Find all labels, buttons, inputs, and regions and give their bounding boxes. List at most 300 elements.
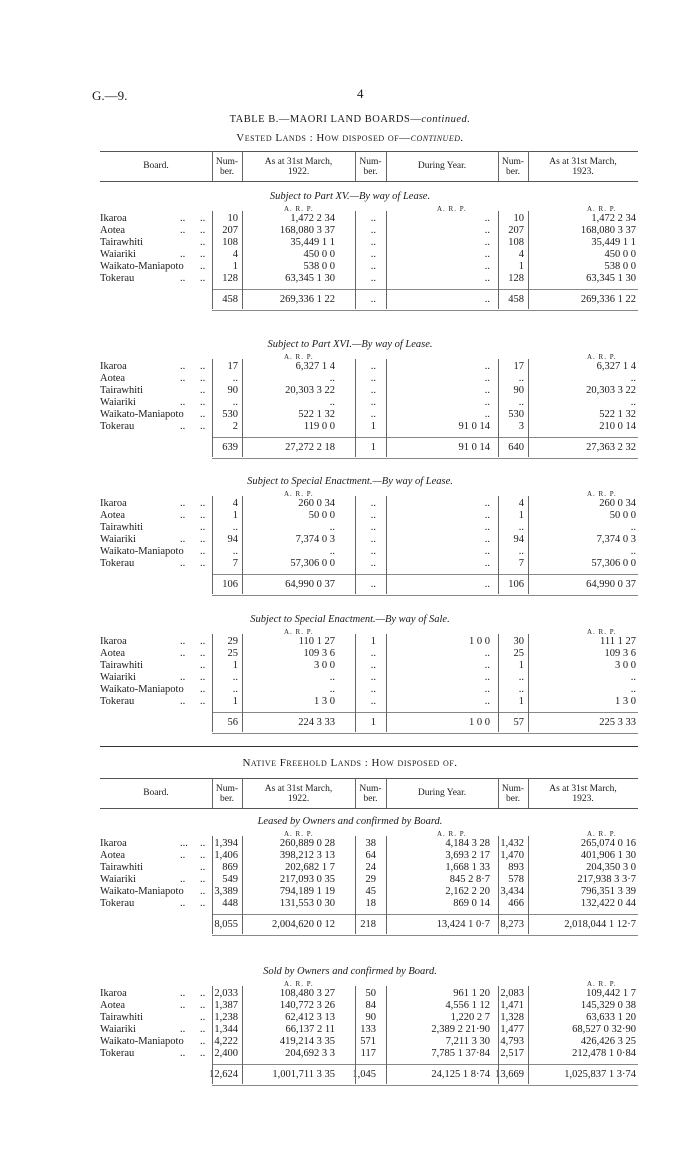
table-row xyxy=(0,225,700,237)
total-n2: 1 xyxy=(370,442,376,453)
total-n3: 13,669 xyxy=(495,1069,524,1080)
cell-n2: .. xyxy=(370,261,376,272)
cell-a2: 845 2 8·7 xyxy=(449,874,490,885)
cell-a1: 1,472 2 34 xyxy=(290,213,335,224)
cell-n2: 84 xyxy=(365,1000,376,1011)
cell-a3: .. xyxy=(630,684,636,695)
leader-dots: .. xyxy=(200,385,206,396)
cell-a2: .. xyxy=(484,397,490,408)
leader-dots: .. xyxy=(200,498,206,509)
cell-n3: 1 xyxy=(518,261,524,272)
header-number-2: Num- ber. xyxy=(359,157,382,177)
cell-n3: 1,328 xyxy=(500,1012,524,1023)
column-rule xyxy=(498,836,499,934)
leader-dots: .. xyxy=(180,558,186,569)
total-a3: 27,363 2 32 xyxy=(586,442,636,453)
total-n1: 12,624 xyxy=(209,1069,238,1080)
board-name: Tairawhiti xyxy=(100,522,143,533)
cell-a1: .. xyxy=(329,522,335,533)
board-name: Tokerau xyxy=(100,421,135,432)
leader-dots: .. xyxy=(180,373,186,384)
table-row xyxy=(0,249,700,261)
total-rule xyxy=(212,437,638,438)
header-column-rule xyxy=(242,778,243,808)
cell-n3: 530 xyxy=(508,409,524,420)
header-bottom-rule xyxy=(100,808,638,809)
cell-n3: 1 xyxy=(518,660,524,671)
column-rule xyxy=(498,211,499,309)
cell-n1: 90 xyxy=(227,385,238,396)
board-name: Tairawhiti xyxy=(100,385,143,396)
total-n2: .. xyxy=(370,579,376,590)
leader-dots: .. xyxy=(200,546,206,557)
rbp-label-start: A. R. P. xyxy=(284,205,314,213)
cell-n2: .. xyxy=(370,672,376,683)
leader-dots: .. xyxy=(200,397,206,408)
cell-a3: 132,422 0 44 xyxy=(580,898,636,909)
cell-n3: 10 xyxy=(513,213,524,224)
leader-dots: .. xyxy=(200,1012,206,1023)
column-rule xyxy=(242,211,243,309)
column-rule xyxy=(528,211,529,309)
board-name: Waikato-Maniapoto xyxy=(100,546,184,557)
cell-a3: 796,351 3 39 xyxy=(580,886,636,897)
board-name: Tairawhiti xyxy=(100,660,143,671)
total-a3: 2,018,044 1 12·7 xyxy=(564,919,636,930)
cell-n3: 3,434 xyxy=(500,886,524,897)
cell-a2: .. xyxy=(484,261,490,272)
table-row xyxy=(0,898,700,910)
cell-n3: 3 xyxy=(518,421,524,432)
cell-n1: 1,406 xyxy=(214,850,238,861)
cell-a2: .. xyxy=(484,225,490,236)
cell-n3: 1,432 xyxy=(500,838,524,849)
table-row xyxy=(0,684,700,696)
cell-n1: 1,394 xyxy=(214,838,238,849)
leader-dots: ... xyxy=(180,838,188,849)
cell-a1: 217,093 0 35 xyxy=(279,874,335,885)
cell-n1: 1 xyxy=(232,261,238,272)
column-rule xyxy=(242,986,243,1084)
cell-a1: 522 1 32 xyxy=(298,409,335,420)
cell-n1: 94 xyxy=(227,534,238,545)
cell-a2: 1,220 2 7 xyxy=(450,1012,490,1023)
table-row xyxy=(0,498,700,510)
leader-dots: .. xyxy=(200,636,206,647)
leader-dots: .. xyxy=(180,273,186,284)
total-a2: 91 0 14 xyxy=(458,442,490,453)
column-rule xyxy=(355,986,356,1084)
table-row xyxy=(0,988,700,1000)
cell-a1: 119 0 0 xyxy=(303,421,335,432)
table-row xyxy=(0,696,700,708)
leader-dots: .. xyxy=(180,1048,186,1059)
cell-n2: .. xyxy=(370,237,376,248)
total-n1: 458 xyxy=(222,294,238,305)
cell-a1: 168,080 3 37 xyxy=(279,225,335,236)
table-row xyxy=(0,838,700,850)
rbp-label-end: A. R. P. xyxy=(587,205,617,213)
cell-a1: 398,212 3 13 xyxy=(279,850,335,861)
rbp-label-end: A. R. P. xyxy=(587,353,617,361)
board-name: Waiariki xyxy=(100,249,136,260)
cell-n3: .. xyxy=(518,684,524,695)
board-name: Waikato-Maniapoto xyxy=(100,261,184,272)
board-name: Ikaroa xyxy=(100,988,127,999)
rbp-label-start: A. R. P. xyxy=(284,628,314,636)
table-row xyxy=(0,660,700,672)
cell-a3: .. xyxy=(630,522,636,533)
board-name: Ikaroa xyxy=(100,838,127,849)
column-rule xyxy=(386,496,387,594)
cell-n3: 207 xyxy=(508,225,524,236)
total-rule xyxy=(212,712,638,713)
column-rule xyxy=(212,496,213,594)
cell-a3: 145,329 0 38 xyxy=(580,1000,636,1011)
header-start: As at 31st March, 1922. xyxy=(264,784,333,804)
leader-dots: .. xyxy=(180,249,186,260)
column-rule xyxy=(242,359,243,457)
leader-dots: .. xyxy=(200,684,206,695)
cell-n3: 128 xyxy=(508,273,524,284)
cell-a3: 109 3 6 xyxy=(604,648,636,659)
leader-dots: .. xyxy=(180,1024,186,1035)
table-row xyxy=(0,421,700,433)
cell-a3: 50 0 0 xyxy=(609,510,636,521)
cell-n1: .. xyxy=(232,397,238,408)
table-row xyxy=(0,636,700,648)
leader-dots: .. xyxy=(200,1048,206,1059)
cell-a1: 140,772 3 26 xyxy=(279,1000,335,1011)
section-divider xyxy=(100,746,638,747)
rbp-label-end: A. R. P. xyxy=(587,980,617,988)
cell-n2: 1 xyxy=(370,636,376,647)
table-row xyxy=(0,1000,700,1012)
board-name: Aotea xyxy=(100,225,126,236)
rbp-label-start: A. R. P. xyxy=(284,353,314,361)
vested-caption-main: Vested Lands : How disposed of— xyxy=(236,132,411,144)
cell-n3: 4 xyxy=(518,249,524,260)
rbp-label-start: A. R. P. xyxy=(284,830,314,838)
rbp-label-end: A. R. P. xyxy=(587,628,617,636)
header-column-rule xyxy=(386,151,387,181)
header-column-rule xyxy=(528,778,529,808)
header-column-rule xyxy=(498,778,499,808)
column-rule xyxy=(528,986,529,1084)
cell-n1: 530 xyxy=(222,409,238,420)
cell-a3: .. xyxy=(630,373,636,384)
header-column-rule xyxy=(355,778,356,808)
table-row xyxy=(0,397,700,409)
cell-n1: 4 xyxy=(232,249,238,260)
board-name: Waikato-Maniapoto xyxy=(100,1036,184,1047)
board-name: Tokerau xyxy=(100,696,135,707)
cell-a2: 1,668 1 33 xyxy=(445,862,490,873)
cell-n3: 25 xyxy=(513,648,524,659)
cell-n2: .. xyxy=(370,225,376,236)
cell-n1: 1 xyxy=(232,660,238,671)
cell-n2: .. xyxy=(370,385,376,396)
section-title: Subject to Special Enactment.—By way of Lease. xyxy=(247,476,453,487)
leader-dots: .. xyxy=(200,361,206,372)
cell-a3: 450 0 0 xyxy=(604,249,636,260)
column-rule xyxy=(386,359,387,457)
leader-dots: .. xyxy=(180,225,186,236)
cell-n2: .. xyxy=(370,213,376,224)
cell-a3: 35,449 1 1 xyxy=(591,237,636,248)
section-bottom-rule xyxy=(212,310,638,311)
cell-a2: .. xyxy=(484,534,490,545)
cell-a2: .. xyxy=(484,696,490,707)
leader-dots: .. xyxy=(180,213,186,224)
cell-n1: 4,222 xyxy=(214,1036,238,1047)
cell-n1: .. xyxy=(232,684,238,695)
board-name: Tokerau xyxy=(100,273,135,284)
total-a2: 1 0 0 xyxy=(469,717,490,728)
column-rule xyxy=(528,634,529,732)
table-row xyxy=(0,361,700,373)
cell-a3: 68,527 0 32·90 xyxy=(572,1024,636,1035)
cell-n3: .. xyxy=(518,522,524,533)
cell-a3: .. xyxy=(630,672,636,683)
section-title: Leased by Owners and confirmed by Board. xyxy=(257,816,443,827)
table-title-cont: continued. xyxy=(421,114,471,125)
cell-n1: 448 xyxy=(222,898,238,909)
cell-n1: 2 xyxy=(232,421,238,432)
cell-a1: 7,374 0 3 xyxy=(295,534,335,545)
cell-a1: 419,214 3 35 xyxy=(279,1036,335,1047)
cell-n1: 1,387 xyxy=(214,1000,238,1011)
cell-a2: .. xyxy=(484,672,490,683)
total-n1: 56 xyxy=(227,717,238,728)
cell-n2: 38 xyxy=(365,838,376,849)
cell-n1: 2,033 xyxy=(214,988,238,999)
column-rule xyxy=(355,359,356,457)
cell-n2: .. xyxy=(370,373,376,384)
cell-a3: 20,303 3 22 xyxy=(586,385,636,396)
column-rule xyxy=(242,836,243,934)
total-a3: 225 3 33 xyxy=(599,717,636,728)
table-row xyxy=(0,1012,700,1024)
leader-dots: .. xyxy=(180,696,186,707)
cell-a1: 6,327 1 4 xyxy=(295,361,335,372)
cell-a2: 7,785 1 37·84 xyxy=(431,1048,490,1059)
header-board: Board. xyxy=(143,161,169,171)
cell-a1: 50 0 0 xyxy=(308,510,335,521)
leader-dots: .. xyxy=(180,1000,186,1011)
cell-n2: .. xyxy=(370,660,376,671)
cell-n1: 3,389 xyxy=(214,886,238,897)
cell-a2: .. xyxy=(484,237,490,248)
column-rule xyxy=(528,496,529,594)
vested-caption xyxy=(0,132,700,144)
cell-n2: 90 xyxy=(365,1012,376,1023)
total-n3: 458 xyxy=(508,294,524,305)
board-name: Tairawhiti xyxy=(100,862,143,873)
cell-a3: 7,374 0 3 xyxy=(596,534,636,545)
board-name: Aotea xyxy=(100,648,126,659)
table-row xyxy=(0,409,700,421)
cell-a2: 2,389 2 21·90 xyxy=(431,1024,490,1035)
cell-a3: 63,345 1 30 xyxy=(586,273,636,284)
cell-a1: 66,137 2 11 xyxy=(285,1024,335,1035)
total-row xyxy=(0,919,700,931)
cell-n1: 10 xyxy=(227,213,238,224)
leader-dots: .. xyxy=(200,874,206,885)
total-rule xyxy=(212,289,638,290)
header-during: During Year. xyxy=(417,161,467,171)
cell-a2: .. xyxy=(484,213,490,224)
board-name: Waiariki xyxy=(100,874,136,885)
leader-dots: .. xyxy=(180,397,186,408)
header-column-rule xyxy=(528,151,529,181)
cell-a2: 1 0 0 xyxy=(469,636,490,647)
header-column-rule xyxy=(498,151,499,181)
section-bottom-rule xyxy=(212,935,638,936)
table-row xyxy=(0,886,700,898)
cell-n3: .. xyxy=(518,373,524,384)
board-name: Aotea xyxy=(100,510,126,521)
cell-n2: 50 xyxy=(365,988,376,999)
cell-a1: .. xyxy=(329,684,335,695)
column-rule xyxy=(355,496,356,594)
cell-n3: 30 xyxy=(513,636,524,647)
cell-a2: 91 0 14 xyxy=(458,421,490,432)
board-name: Waiariki xyxy=(100,397,136,408)
cell-a1: .. xyxy=(329,672,335,683)
table-row xyxy=(0,874,700,886)
header-column-rule xyxy=(212,778,213,808)
section-title: Subject to Special Enactment.—By way of Sale. xyxy=(250,614,450,625)
cell-n3: 1 xyxy=(518,696,524,707)
column-rule xyxy=(355,836,356,934)
cell-n2: 571 xyxy=(360,1036,376,1047)
cell-n1: 869 xyxy=(222,862,238,873)
board-name: Ikaroa xyxy=(100,361,127,372)
cell-a1: 62,412 3 13 xyxy=(285,1012,335,1023)
cell-a1: .. xyxy=(329,546,335,557)
cell-a2: .. xyxy=(484,361,490,372)
board-name: Ikaroa xyxy=(100,213,127,224)
board-name: Tairawhiti xyxy=(100,1012,143,1023)
board-name: Aotea xyxy=(100,1000,126,1011)
cell-n3: 94 xyxy=(513,534,524,545)
header-board: Board. xyxy=(143,788,169,798)
board-name: Tairawhiti xyxy=(100,237,143,248)
table-row xyxy=(0,1048,700,1060)
cell-n1: .. xyxy=(232,522,238,533)
header-bottom-rule xyxy=(100,181,638,182)
section-bottom-rule xyxy=(212,595,638,596)
cell-n2: .. xyxy=(370,648,376,659)
column-rule xyxy=(386,986,387,1084)
cell-n3: 1 xyxy=(518,510,524,521)
cell-n2: 18 xyxy=(365,898,376,909)
table-row xyxy=(0,522,700,534)
cell-n1: 1 xyxy=(232,510,238,521)
table-row xyxy=(0,672,700,684)
cell-n1: 17 xyxy=(227,361,238,372)
total-a2: .. xyxy=(484,579,490,590)
rbp-label-end: A. R. P. xyxy=(587,490,617,498)
total-n2: 1,045 xyxy=(352,1069,376,1080)
cell-n2: .. xyxy=(370,558,376,569)
cell-n2: 45 xyxy=(365,886,376,897)
cell-n3: 1,470 xyxy=(500,850,524,861)
cell-a3: 168,080 3 37 xyxy=(580,225,636,236)
cell-n1: .. xyxy=(232,373,238,384)
cell-a1: 1 3 0 xyxy=(314,696,335,707)
cell-a3: .. xyxy=(630,397,636,408)
column-rule xyxy=(528,359,529,457)
total-n3: 8,273 xyxy=(500,919,524,930)
table-row xyxy=(0,510,700,522)
header-end: As at 31st March, 1923. xyxy=(549,784,617,804)
total-a2: .. xyxy=(484,294,490,305)
cell-a2: 3,693 2 17 xyxy=(445,850,490,861)
total-a1: 224 3 33 xyxy=(298,717,335,728)
cell-n3: .. xyxy=(518,546,524,557)
cell-a2: .. xyxy=(484,498,490,509)
cell-a2: .. xyxy=(484,249,490,260)
section-title: Sold by Owners and confirmed by Board. xyxy=(263,966,437,977)
cell-n1: 25 xyxy=(227,648,238,659)
header-top-rule xyxy=(100,151,638,152)
section-bottom-rule xyxy=(212,733,638,734)
leader-dots: .. xyxy=(200,225,206,236)
cell-n2: .. xyxy=(370,522,376,533)
total-rule xyxy=(212,914,638,915)
board-name: Ikaroa xyxy=(100,498,127,509)
total-a1: 64,990 0 37 xyxy=(285,579,335,590)
page-id: G.—9. xyxy=(92,88,128,103)
rbp-label-during: A. R. P. xyxy=(437,205,467,213)
cell-a1: 260 0 34 xyxy=(298,498,335,509)
total-row xyxy=(0,294,700,306)
board-name: Tokerau xyxy=(100,898,135,909)
cell-a1: .. xyxy=(329,373,335,384)
total-row xyxy=(0,579,700,591)
cell-n1: 549 xyxy=(222,874,238,885)
column-rule xyxy=(528,836,529,934)
cell-a2: 869 0 14 xyxy=(453,898,490,909)
cell-a1: 3 0 0 xyxy=(314,660,335,671)
cell-n3: 4,793 xyxy=(500,1036,524,1047)
cell-n2: 64 xyxy=(365,850,376,861)
leader-dots: .. xyxy=(180,648,186,659)
total-a1: 2,004,620 0 12 xyxy=(272,919,335,930)
board-name: Aotea xyxy=(100,850,126,861)
leader-dots: .. xyxy=(200,261,206,272)
leader-dots: .. xyxy=(200,1024,206,1035)
cell-a3: 260 0 34 xyxy=(599,498,636,509)
rbp-label-start: A. R. P. xyxy=(284,490,314,498)
leader-dots: .. xyxy=(200,696,206,707)
leader-dots: .. xyxy=(200,988,206,999)
cell-a3: 1 3 0 xyxy=(615,696,636,707)
column-rule xyxy=(355,634,356,732)
table-row xyxy=(0,546,700,558)
leader-dots: .. xyxy=(200,660,206,671)
cell-n1: 2,400 xyxy=(214,1048,238,1059)
cell-a1: 794,189 1 19 xyxy=(279,886,335,897)
total-n1: 8,055 xyxy=(214,919,238,930)
cell-n3: 1,471 xyxy=(500,1000,524,1011)
leader-dots: .. xyxy=(200,838,206,849)
cell-a3: 1,472 2 34 xyxy=(591,213,636,224)
section-title: Subject to Part XV.—By way of Lease. xyxy=(269,191,431,202)
cell-a3: 111 1 27 xyxy=(600,636,636,647)
